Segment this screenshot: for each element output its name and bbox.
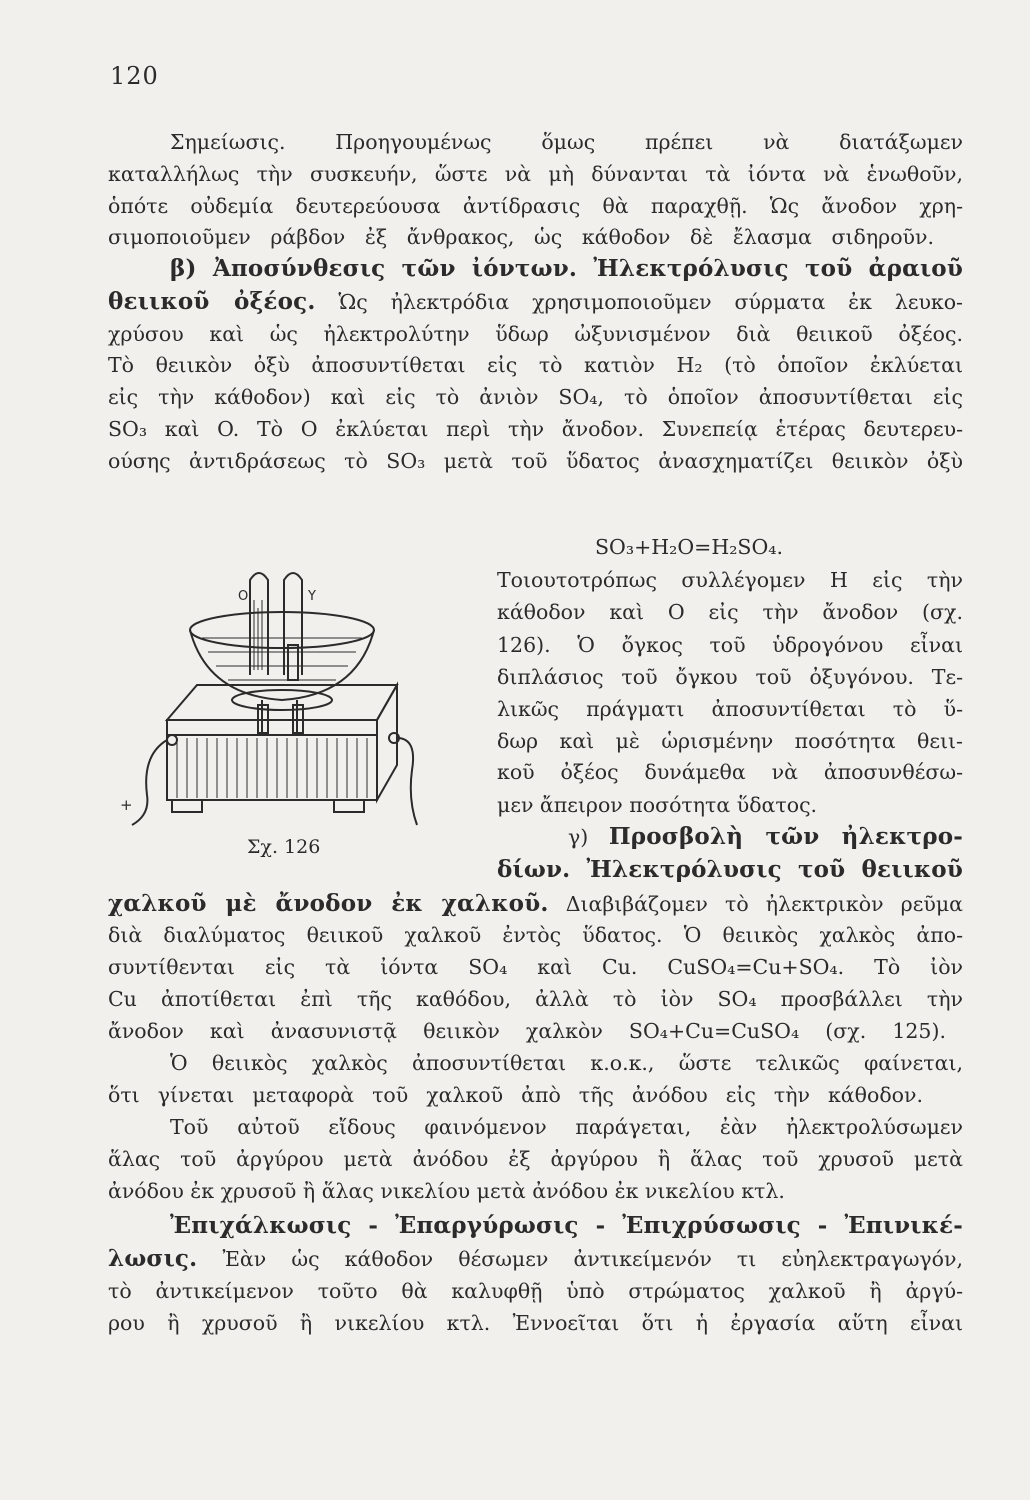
section-c-line-6: Ὁ θειικὸς χαλκὸς ἀποσυντίθεται κ.ο.κ., ὥστε τελικῶς φαίνεται,	[170, 1051, 963, 1075]
note-line-4: σιμοποιοῦμεν ράβδον ἐξ ἄνθρακος, ὡς κάθοδον δὲ ἔλασμα σιδηροῦν.	[108, 225, 934, 249]
section-b-line-2: χρύσου καὶ ὡς ἠλεκτρολύτην ὕδωρ ὠξυνισμένον διὰ θειικοῦ ὀξέος.	[108, 322, 963, 346]
side-line-6: δωρ καὶ μὲ ὡρισμένην ποσότητα θειι-	[497, 729, 963, 753]
equation-sulfuric-acid: SO₃+H₂O=H₂SO₄.	[595, 535, 784, 559]
section-b-line-6: ούσης ἀντιδράσεως τὸ SO₃ μετὰ τοῦ ὕδατος ἀνασχηματίζει θειικὸν ὀξὺ	[108, 449, 963, 473]
section-b-heading: β) Ἀποσύνθεσις τῶν ἰόντων. Ἠλεκτρόλυσις τοῦ ἀραιοῦ	[170, 255, 963, 282]
section-c-line-4: Cu ἀποτίθεται ἐπὶ τῆς καθόδου, ἀλλὰ τὸ ἰὸν SO₄ προσβάλλει τὴν	[108, 987, 963, 1011]
side-line-8: μεν ἄπειρον ποσότητα ὕδατος.	[497, 793, 818, 817]
section-b-line-4: εἰς τὴν κάθοδον) καὶ εἰς τὸ ἀνιὸν SO₄, τὸ ὁποῖον ἀποσυντίθεται εἰς	[108, 385, 963, 409]
section-b-line-5: SO₃ καὶ O. Τὸ O ἐκλύεται περὶ τὴν ἄνοδον. Συνεπείᾳ ἑτέρας δευτερευ-	[108, 417, 963, 441]
oxygen-label: O	[238, 589, 249, 604]
side-line-5: λικῶς πράγματι ἀποσυντίθεται τὸ ὕ-	[497, 697, 963, 721]
side-line-2: κάθοδον καὶ O εἰς τὴν ἄνοδον (σχ.	[497, 600, 963, 624]
side-line-1: Τοιουτοτρόπως συλλέγομεν H εἰς τὴν	[497, 568, 963, 592]
section-c-heading-1: γ) Προσβολὴ τῶν ἠλεκτρο-	[568, 823, 963, 850]
hydrogen-label: Y	[308, 589, 316, 604]
section-c-line-5: ἄνοδον καὶ ἀνασυνιστᾷ θειικὸν χαλκὸν SO₄+Cu=CuSO₄ (σχ. 125).	[108, 1019, 946, 1043]
figure-caption: Σχ. 126	[247, 836, 321, 858]
section-c-heading-2: δίων. Ἠλεκτρόλυσις τοῦ θειικοῦ	[497, 856, 963, 883]
electrolysis-apparatus-drawing	[112, 560, 452, 840]
section-c-line-3: συντίθενται εἰς τὰ ἰόντα SO₄ καὶ Cu. CuSO₄=Cu+SO₄. Τὸ ἰὸν	[108, 955, 963, 979]
plating-line-2: τὸ ἀντικείμενον τοῦτο θὰ καλυφθῇ ὑπὸ στρώματος χαλκοῦ ἢ ἀργύ-	[108, 1279, 963, 1303]
side-line-4: διπλάσιος τοῦ ὄγκου τοῦ ὀξυγόνου. Τε-	[497, 665, 963, 689]
plating-heading: Ἐπιχάλκωσις - Ἐπαργύρωσις - Ἐπιχρύσωσις - Ἐπινικέ-	[170, 1212, 963, 1239]
section-b-line-1: θειικοῦ ὀξέος. Ὡς ἠλεκτρόδια χρησιμοποιοῦμεν σύρματα ἐκ λευκο-	[108, 288, 963, 315]
plating-line-1: λωσις. Ἐὰν ὡς κάθοδον θέσωμεν ἀντικείμενόν τι εὐηλεκτραγωγόν,	[108, 1245, 963, 1272]
section-c-line-1: χαλκοῦ μὲ ἄνοδον ἐκ χαλκοῦ. Διαβιβάζομεν τὸ ἠλεκτρικὸν ρεῦμα	[108, 890, 963, 917]
plus-terminal-label: +	[120, 796, 133, 814]
note-line-3: ὁπότε οὐδεμία δευτερεύουσα ἀντίδρασις θὰ παραχθῇ. Ὡς ἄνοδον χρη-	[108, 194, 963, 218]
section-c-line-2: διὰ διαλύματος θειικοῦ χαλκοῦ ἐντὸς ὕδατος. Ὁ θειικὸς χαλκὸς ἀπο-	[108, 923, 963, 947]
note-line-1: Σημείωσις. Προηγουμένως ὅμως πρέπει νὰ διατάξωμεν	[170, 130, 963, 154]
note-line-2: καταλλήλως τὴν συσκευήν, ὥστε νὰ μὴ δύνανται τὰ ἰόντα νὰ ἑνωθοῦν,	[108, 162, 963, 186]
electrolysis-apparatus-figure	[112, 560, 452, 840]
section-c-line-9: ἅλας τοῦ ἀργύρου μετὰ ἀνόδου ἐξ ἀργύρου ἢ ἅλας τοῦ χρυσοῦ μετὰ	[108, 1147, 963, 1171]
section-c-line-10: ἀνόδου ἐκ χρυσοῦ ἢ ἅλας νικελίου μετὰ ἀνόδου ἐκ νικελίου κτλ.	[108, 1179, 785, 1203]
plating-line-3: ρου ἢ χρυσοῦ ἢ νικελίου κτλ. Ἐννοεῖται ὅτι ἡ ἐργασία αὕτη εἶναι	[108, 1311, 963, 1335]
side-line-7: κοῦ ὀξέος δυνάμεθα νὰ ἀποσυνθέσω-	[497, 760, 963, 784]
section-c-line-7: ὅτι γίνεται μεταφορὰ τοῦ χαλκοῦ ἀπὸ τῆς ἀνόδου εἰς τὴν κάθοδον.	[108, 1083, 923, 1107]
page-number: 120	[110, 62, 159, 90]
section-b-line-3: Τὸ θειικὸν ὀξὺ ἀποσυντίθεται εἰς τὸ κατιὸν H₂ (τὸ ὁποῖον ἐκλύεται	[108, 353, 963, 377]
side-line-3: 126). Ὁ ὄγκος τοῦ ὑδρογόνου εἶναι	[497, 633, 963, 657]
section-c-line-8: Τοῦ αὐτοῦ εἴδους φαινόμενον παράγεται, ἐὰν ἠλεκτρολύσωμεν	[170, 1115, 963, 1139]
